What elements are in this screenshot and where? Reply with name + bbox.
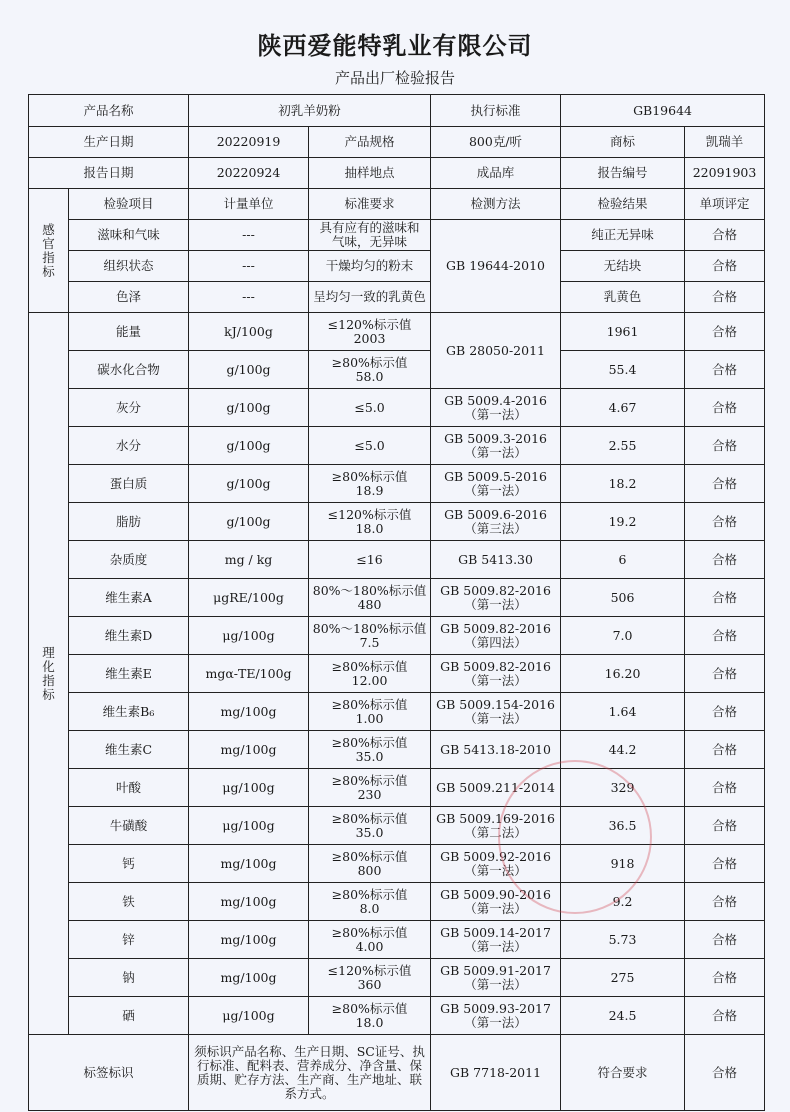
method-line: GB 5009.82-2016 — [440, 658, 551, 674]
table-row — [29, 541, 765, 579]
evaluation: 合格 — [685, 921, 765, 959]
method-line: （第一法） — [464, 976, 527, 992]
requirement-line: ≥80%标示值 — [331, 468, 408, 484]
brand-value: 凯瑞羊 — [685, 127, 765, 158]
report-no-value: 22091903 — [685, 158, 765, 189]
label-requirement: 须标识产品名称、生产日期、SC证号、执行标准、配料表、营养成分、净含量、保质期、贮存方法、生产商、生产地址、联系方式。 — [189, 1035, 431, 1111]
requirement — [309, 997, 431, 1035]
item-name: 牛磺酸 — [69, 807, 189, 845]
result: 19.2 — [561, 503, 685, 541]
unit: μg/100g — [189, 769, 309, 807]
requirement-line: ≤16 — [356, 551, 383, 567]
evaluation: 合格 — [685, 655, 765, 693]
table-row — [29, 251, 765, 282]
col-result: 检验结果 — [561, 189, 685, 220]
evaluation: 合格 — [685, 617, 765, 655]
sensory-category — [29, 189, 69, 313]
report-title: 产品出厂检验报告 — [334, 69, 455, 87]
evaluation: 合格 — [685, 282, 765, 313]
table-row — [29, 220, 765, 251]
item-name: 杂质度 — [69, 541, 189, 579]
table-row — [29, 282, 765, 313]
method-line: GB 5009.211-2014 — [436, 779, 555, 795]
spec-value: 800克/听 — [431, 127, 561, 158]
item-name: 维生素D — [69, 617, 189, 655]
label-row — [29, 1035, 765, 1111]
unit: --- — [189, 282, 309, 313]
method — [431, 503, 561, 541]
requirement — [309, 427, 431, 465]
info-row-3 — [29, 158, 765, 189]
method-line: （第一法） — [464, 482, 527, 498]
cat-char: 感 — [42, 221, 55, 237]
col-req: 标准要求 — [309, 189, 431, 220]
method — [431, 883, 561, 921]
method-line: （第一法） — [464, 938, 527, 954]
result: 55.4 — [561, 351, 685, 389]
method — [431, 807, 561, 845]
method — [431, 959, 561, 997]
requirement-value: 360 — [357, 976, 382, 992]
evaluation: 合格 — [685, 845, 765, 883]
result: 18.2 — [561, 465, 685, 503]
method-line: GB 5009.93-2017 — [440, 1000, 551, 1016]
method-line: GB 5009.6-2016 — [444, 506, 547, 522]
requirement-value: 2003 — [353, 330, 386, 346]
product-name-label: 产品名称 — [29, 95, 189, 127]
sensory-method: GB 19644-2010 — [431, 220, 561, 313]
col-method: 检测方法 — [431, 189, 561, 220]
item-name: 灰分 — [69, 389, 189, 427]
method — [431, 921, 561, 959]
item-name: 脂肪 — [69, 503, 189, 541]
table-row — [29, 769, 765, 807]
method-line: （第三法） — [464, 520, 527, 536]
requirement-value: 12.00 — [351, 672, 388, 688]
method — [431, 541, 561, 579]
evaluation: 合格 — [685, 313, 765, 351]
unit: μg/100g — [189, 997, 309, 1035]
prod-date-label: 生产日期 — [29, 127, 189, 158]
method-line: GB 5413.18-2010 — [440, 741, 551, 757]
method — [431, 655, 561, 693]
table-row — [29, 617, 765, 655]
evaluation: 合格 — [685, 769, 765, 807]
col-item: 检验项目 — [69, 189, 189, 220]
table-row — [29, 921, 765, 959]
report-date-value: 20220924 — [189, 158, 309, 189]
unit: g/100g — [189, 389, 309, 427]
result: 275 — [561, 959, 685, 997]
item-name: 钙 — [69, 845, 189, 883]
requirement: 呈均匀一致的乳黄色 — [309, 282, 431, 313]
requirement — [309, 693, 431, 731]
method-line: GB 5009.4-2016 — [444, 392, 547, 408]
method-line: GB 5413.30 — [458, 551, 533, 567]
method-line: （第一法） — [464, 1014, 527, 1030]
evaluation: 合格 — [685, 997, 765, 1035]
evaluation: 合格 — [685, 883, 765, 921]
unit: g/100g — [189, 351, 309, 389]
unit: mg/100g — [189, 731, 309, 769]
table-row — [29, 351, 765, 389]
requirement-value: 18.0 — [355, 520, 384, 536]
requirement — [309, 959, 431, 997]
requirement — [309, 389, 431, 427]
table-row — [29, 959, 765, 997]
unit: mg/100g — [189, 693, 309, 731]
unit: --- — [189, 220, 309, 251]
table-row — [29, 997, 765, 1035]
requirement — [309, 617, 431, 655]
cat-char: 指 — [42, 249, 55, 265]
requirement-value: 1.00 — [355, 710, 384, 726]
method-line: GB 5009.82-2016 — [440, 582, 551, 598]
method-line: （第一法） — [464, 672, 527, 688]
label-method: GB 7718-2011 — [431, 1035, 561, 1111]
item-name: 维生素B₆ — [69, 693, 189, 731]
requirement-line: ≥80%标示值 — [331, 772, 408, 788]
requirement-line: ≥80%标示值 — [331, 810, 408, 826]
product-name-value: 初乳羊奶粉 — [189, 95, 431, 127]
requirement — [309, 883, 431, 921]
company-name: 陕西爱能特乳业有限公司 — [257, 32, 533, 60]
method — [431, 997, 561, 1035]
method-line: GB 5009.92-2016 — [440, 848, 551, 864]
method — [431, 845, 561, 883]
evaluation: 合格 — [685, 807, 765, 845]
method — [431, 693, 561, 731]
evaluation: 合格 — [685, 731, 765, 769]
method — [431, 427, 561, 465]
report-date-label: 报告日期 — [29, 158, 189, 189]
table-row — [29, 655, 765, 693]
item-name: 滋味和气味 — [69, 220, 189, 251]
table-row — [29, 313, 765, 351]
cat-char: 官 — [42, 235, 55, 251]
requirement — [309, 579, 431, 617]
info-row-2 — [29, 127, 765, 158]
requirement-line: ≤120%标示值 — [327, 316, 412, 332]
unit: kJ/100g — [189, 313, 309, 351]
requirement — [309, 769, 431, 807]
requirement-line: ≤120%标示值 — [327, 506, 412, 522]
cat-char: 标 — [42, 263, 55, 279]
requirement-value: 58.0 — [355, 368, 384, 384]
result: 1.64 — [561, 693, 685, 731]
method-line: GB 5009.90-2016 — [440, 886, 551, 902]
cat-char: 理 — [42, 644, 55, 660]
result: 6 — [561, 541, 685, 579]
requirement-line: ≤5.0 — [354, 399, 385, 415]
item-name: 蛋白质 — [69, 465, 189, 503]
requirement: 干燥均匀的粉末 — [309, 251, 431, 282]
method — [431, 769, 561, 807]
result: 1961 — [561, 313, 685, 351]
label-eval: 合格 — [685, 1035, 765, 1111]
unit: g/100g — [189, 465, 309, 503]
evaluation: 合格 — [685, 251, 765, 282]
requirement-line: ≤5.0 — [354, 437, 385, 453]
table-row — [29, 731, 765, 769]
requirement-line: ≥80%标示值 — [331, 696, 408, 712]
unit: mg/100g — [189, 883, 309, 921]
requirement — [309, 313, 431, 351]
requirement-value: 4.00 — [355, 938, 384, 954]
label-result: 符合要求 — [561, 1035, 685, 1111]
sample-label: 抽样地点 — [309, 158, 431, 189]
evaluation: 合格 — [685, 959, 765, 997]
result: 乳黄色 — [561, 282, 685, 313]
method-line: （第一法） — [464, 444, 527, 460]
requirement-line: 气味，无异味 — [332, 234, 408, 249]
unit: mg/100g — [189, 921, 309, 959]
requirement-value: 230 — [357, 786, 382, 802]
cat-char: 标 — [42, 686, 55, 702]
unit: mg/100g — [189, 959, 309, 997]
spec-label: 产品规格 — [309, 127, 431, 158]
item-name: 维生素A — [69, 579, 189, 617]
requirement — [309, 541, 431, 579]
evaluation: 合格 — [685, 541, 765, 579]
standard-value: GB19644 — [561, 95, 765, 127]
method — [431, 579, 561, 617]
table-row — [29, 503, 765, 541]
requirement-value: 18.9 — [355, 482, 384, 498]
item-name: 锌 — [69, 921, 189, 959]
result: 44.2 — [561, 731, 685, 769]
requirement — [309, 351, 431, 389]
method-line: GB 5009.154-2016 — [436, 696, 555, 712]
method-line: （第一法） — [464, 406, 527, 422]
result: 506 — [561, 579, 685, 617]
method-line: （第一法） — [464, 862, 527, 878]
table-row — [29, 579, 765, 617]
unit: mg/100g — [189, 845, 309, 883]
unit: mg / kg — [189, 541, 309, 579]
report-no-label: 报告编号 — [561, 158, 685, 189]
requirement-value: 7.5 — [359, 634, 380, 650]
method-line: （第二法） — [464, 824, 527, 840]
method — [431, 731, 561, 769]
table-row — [29, 807, 765, 845]
table-row — [29, 845, 765, 883]
requirement — [309, 921, 431, 959]
method-line: （第一法） — [464, 900, 527, 916]
evaluation: 合格 — [685, 351, 765, 389]
col-eval: 单项评定 — [685, 189, 765, 220]
item-name: 组织状态 — [69, 251, 189, 282]
requirement-line: ≥80%标示值 — [331, 354, 408, 370]
col-unit: 计量单位 — [189, 189, 309, 220]
prod-date-value: 20220919 — [189, 127, 309, 158]
method-line: GB 5009.82-2016 — [440, 620, 551, 636]
item-name: 叶酸 — [69, 769, 189, 807]
cat-char: 化 — [42, 658, 55, 674]
item-name: 能量 — [69, 313, 189, 351]
method-line: GB 5009.14-2017 — [440, 924, 551, 940]
result: 2.55 — [561, 427, 685, 465]
requirement-line: ≥80%标示值 — [331, 1000, 408, 1016]
method-line: （第四法） — [464, 634, 527, 650]
requirement-line: ≥80%标示值 — [331, 886, 408, 902]
evaluation: 合格 — [685, 389, 765, 427]
requirement-line: ≥80%标示值 — [331, 734, 408, 750]
method-line: GB 5009.5-2016 — [444, 468, 547, 484]
unit: μg/100g — [189, 807, 309, 845]
evaluation: 合格 — [685, 503, 765, 541]
table-row — [29, 883, 765, 921]
result: 36.5 — [561, 807, 685, 845]
table-row — [29, 693, 765, 731]
result: 24.5 — [561, 997, 685, 1035]
method-line: GB 5009.169-2016 — [436, 810, 555, 826]
requirement-value: 8.0 — [359, 900, 380, 916]
requirement — [309, 503, 431, 541]
method-line: GB 5009.91-2017 — [440, 962, 551, 978]
result: 918 — [561, 845, 685, 883]
evaluation: 合格 — [685, 465, 765, 503]
method — [431, 465, 561, 503]
standard-label: 执行标准 — [431, 95, 561, 127]
requirement-value: 35.0 — [355, 824, 384, 840]
result: 329 — [561, 769, 685, 807]
requirement-line: 80%～180%标示值 — [312, 620, 427, 636]
method-line: （第一法） — [464, 710, 527, 726]
physchem-category — [29, 313, 69, 1035]
unit: μg/100g — [189, 617, 309, 655]
result: 16.20 — [561, 655, 685, 693]
requirement — [309, 807, 431, 845]
column-header-row — [29, 189, 765, 220]
unit: --- — [189, 251, 309, 282]
requirement-line: 80%～180%标示值 — [312, 582, 427, 598]
item-name: 色泽 — [69, 282, 189, 313]
unit: g/100g — [189, 427, 309, 465]
result: 纯正无异味 — [561, 220, 685, 251]
result: 4.67 — [561, 389, 685, 427]
evaluation: 合格 — [685, 693, 765, 731]
requirement-value: 800 — [357, 862, 382, 878]
label-item: 标签标识 — [29, 1035, 189, 1111]
info-row-1 — [29, 95, 765, 127]
requirement-line: ≥80%标示值 — [331, 924, 408, 940]
requirement — [309, 465, 431, 503]
requirement-value: 35.0 — [355, 748, 384, 764]
requirement — [309, 655, 431, 693]
requirement-value: 18.0 — [355, 1014, 384, 1030]
requirement-value: 480 — [357, 596, 382, 612]
method-line: （第一法） — [464, 596, 527, 612]
requirement — [309, 220, 431, 251]
method-line: GB 5009.3-2016 — [444, 430, 547, 446]
item-name: 水分 — [69, 427, 189, 465]
unit: g/100g — [189, 503, 309, 541]
unit: mgα-TE/100g — [189, 655, 309, 693]
requirement — [309, 731, 431, 769]
brand-label: 商标 — [561, 127, 685, 158]
method — [431, 389, 561, 427]
result: 无结块 — [561, 251, 685, 282]
evaluation: 合格 — [685, 220, 765, 251]
requirement-line: 具有应有的滋味和 — [319, 220, 420, 235]
item-name: 碳水化合物 — [69, 351, 189, 389]
table-row — [29, 465, 765, 503]
item-name: 维生素C — [69, 731, 189, 769]
shared-method: GB 28050-2011 — [431, 313, 561, 389]
method — [431, 617, 561, 655]
table-row — [29, 427, 765, 465]
item-name: 铁 — [69, 883, 189, 921]
evaluation: 合格 — [685, 579, 765, 617]
result: 9.2 — [561, 883, 685, 921]
evaluation: 合格 — [685, 427, 765, 465]
sample-value: 成品库 — [431, 158, 561, 189]
requirement-line: ≤120%标示值 — [327, 962, 412, 978]
item-name: 维生素E — [69, 655, 189, 693]
item-name: 钠 — [69, 959, 189, 997]
result: 5.73 — [561, 921, 685, 959]
cat-char: 指 — [42, 672, 55, 688]
inspection-table — [28, 94, 765, 1111]
result: 7.0 — [561, 617, 685, 655]
requirement-line: ≥80%标示值 — [331, 658, 408, 674]
requirement — [309, 845, 431, 883]
table-row — [29, 389, 765, 427]
item-name: 硒 — [69, 997, 189, 1035]
unit: μgRE/100g — [189, 579, 309, 617]
requirement-line: ≥80%标示值 — [331, 848, 408, 864]
